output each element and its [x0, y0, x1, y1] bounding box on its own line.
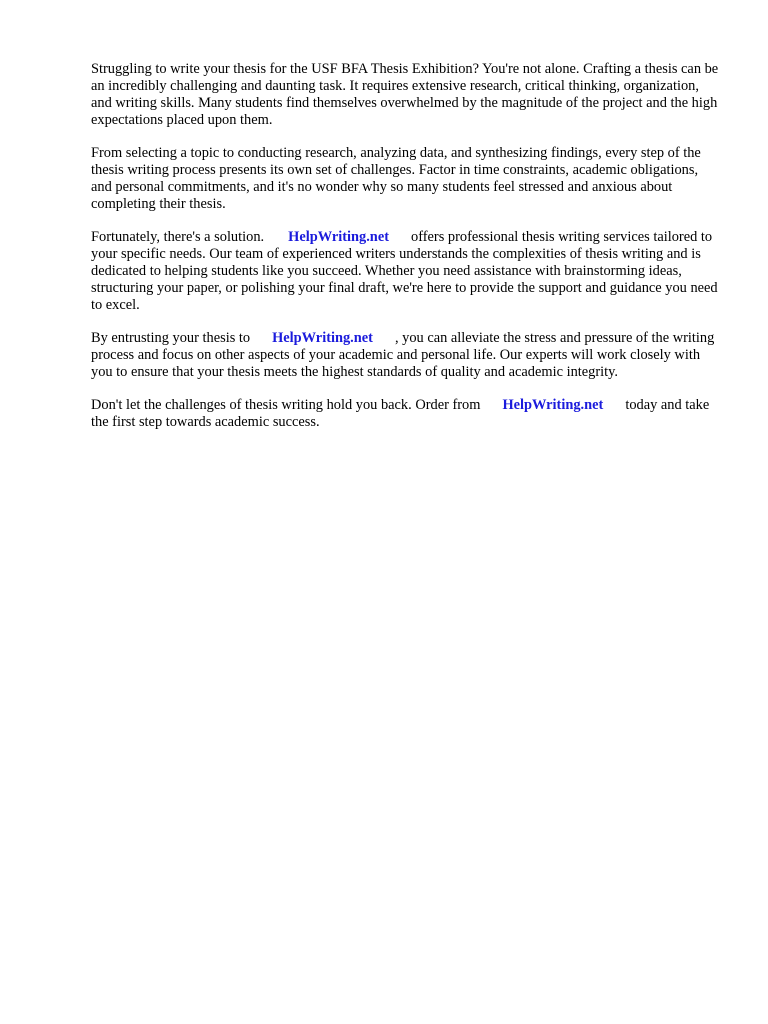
- paragraph-text: From selecting a topic to conducting research, analyzing data, and synthesizing findings, every step of the thesis writing process presents its own set of challenges. Factor in time constraints, academic obligations, and personal commitments, and it's no wonder why so many students feel stressed and anxious about completing their thesis.: [91, 145, 701, 212]
- paragraph-text-before: Don't let the challenges of thesis writing hold you back. Order from: [91, 397, 481, 413]
- paragraph-call-to-action: [91, 397, 721, 431]
- paragraph-text-after: today and take the first step towards academic success.: [91, 397, 710, 430]
- paragraph-challenges: [91, 145, 721, 213]
- helpwriting-link[interactable]: HelpWriting.net: [272, 330, 373, 346]
- paragraph-text: Struggling to write your thesis for the USF BFA Thesis Exhibition? You're not alone. Crafting a thesis can be an incredibly challenging and daunting task. It requires extensive research, critical thinking, organization, and writing skills. Many students find themselves overwhelmed by the magnitude of the project and the high expectations placed upon them.: [91, 61, 719, 128]
- paragraph-text-after: offers professional thesis writing services tailored to your specific needs. Our team of experienced writers understands the complexities of thesis writing and is dedicated to helping students like you succeed. Whether you need assistance with brainstorming ideas, structuring your paper, or polishing your final draft, we're here to provide the support and guidance you need to excel.: [91, 229, 718, 313]
- paragraph-solution: [91, 229, 721, 314]
- paragraph-text-after: , you can alleviate the stress and pressure of the writing process and focus on other aspects of your academic and personal life. Our experts will work closely with you to ensure that your thesis meets the highest standards of quality and academic integrity.: [91, 330, 715, 380]
- paragraph-intro: [91, 61, 721, 129]
- paragraph-text-before: By entrusting your thesis to: [91, 330, 251, 346]
- helpwriting-link[interactable]: HelpWriting.net: [288, 229, 389, 245]
- paragraph-entrusting: [91, 330, 721, 381]
- paragraph-text-before: Fortunately, there's a solution.: [91, 229, 265, 245]
- helpwriting-link[interactable]: HelpWriting.net: [502, 397, 604, 413]
- document-body: [91, 61, 721, 447]
